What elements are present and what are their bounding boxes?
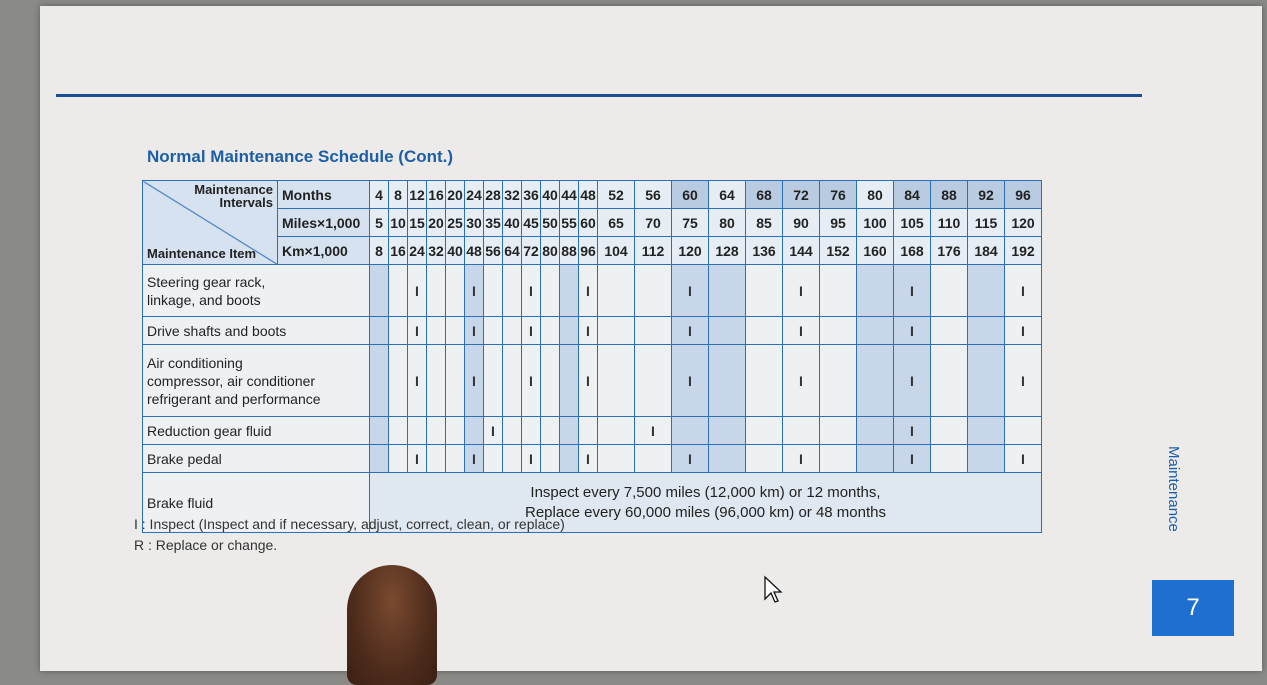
- schedule-row: [143, 445, 1042, 473]
- schedule-cell: [931, 317, 968, 345]
- miles-cell-115: 115: [968, 209, 1005, 237]
- schedule-cell: I: [1005, 317, 1042, 345]
- month-cell-36: 36: [522, 181, 541, 209]
- schedule-cell: [503, 265, 522, 317]
- schedule-cell: [968, 317, 1005, 345]
- schedule-cell: I: [522, 445, 541, 473]
- schedule-cell: [746, 265, 783, 317]
- schedule-cell: [579, 417, 598, 445]
- schedule-cell: [389, 445, 408, 473]
- schedule-cell: [931, 345, 968, 417]
- schedule-cell: I: [408, 445, 427, 473]
- row-label: Drive shafts and boots: [143, 317, 370, 345]
- km-cell-72: 72: [522, 237, 541, 265]
- month-cell-52: 52: [598, 181, 635, 209]
- miles-cell-15: 15: [408, 209, 427, 237]
- miles-cell-65: 65: [598, 209, 635, 237]
- schedule-cell: [598, 417, 635, 445]
- miles-cell-35: 35: [484, 209, 503, 237]
- schedule-cell: [931, 265, 968, 317]
- schedule-cell: [598, 345, 635, 417]
- schedule-cell: [968, 345, 1005, 417]
- km-cell-8: 8: [370, 237, 389, 265]
- miles-cell-60: 60: [579, 209, 598, 237]
- month-cell-28: 28: [484, 181, 503, 209]
- schedule-cell: [541, 265, 560, 317]
- schedule-cell: [560, 417, 579, 445]
- schedule-cell: [541, 445, 560, 473]
- schedule-cell: [484, 445, 503, 473]
- miles-label: Miles×1,000: [278, 209, 370, 237]
- miles-cell-20: 20: [427, 209, 446, 237]
- km-cell-144: 144: [783, 237, 820, 265]
- month-cell-60: 60: [672, 181, 709, 209]
- maintenance-table: [142, 180, 1042, 533]
- legend-replace: R : Replace or change.: [134, 537, 278, 553]
- schedule-cell: I: [672, 265, 709, 317]
- schedule-cell: I: [894, 265, 931, 317]
- schedule-cell: [389, 345, 408, 417]
- miles-cell-10: 10: [389, 209, 408, 237]
- month-cell-72: 72: [783, 181, 820, 209]
- schedule-cell: I: [579, 445, 598, 473]
- schedule-cell: [857, 317, 894, 345]
- schedule-cell: I: [465, 265, 484, 317]
- schedule-cell: [598, 445, 635, 473]
- schedule-cell: [783, 417, 820, 445]
- miles-cell-5: 5: [370, 209, 389, 237]
- km-cell-96: 96: [579, 237, 598, 265]
- row-label: Brake fluid: [143, 473, 370, 533]
- schedule-cell: [968, 417, 1005, 445]
- row-label: Steering gear rack, linkage, and boots: [143, 265, 370, 317]
- schedule-cell: I: [1005, 265, 1042, 317]
- months-row: [143, 181, 1042, 209]
- row-label: Brake pedal: [143, 445, 370, 473]
- schedule-cell: [709, 265, 746, 317]
- month-cell-84: 84: [894, 181, 931, 209]
- item-label: Maintenance Item: [147, 246, 257, 261]
- mouse-cursor-icon: [763, 575, 783, 605]
- schedule-cell: [709, 417, 746, 445]
- schedule-cell: [484, 345, 503, 417]
- schedule-cell: [635, 265, 672, 317]
- schedule-cell: [820, 265, 857, 317]
- schedule-cell: [709, 317, 746, 345]
- schedule-cell: [427, 265, 446, 317]
- month-cell-88: 88: [931, 181, 968, 209]
- month-cell-96: 96: [1005, 181, 1042, 209]
- month-cell-24: 24: [465, 181, 484, 209]
- km-cell-120: 120: [672, 237, 709, 265]
- schedule-cell: [820, 445, 857, 473]
- schedule-cell: I: [783, 345, 820, 417]
- miles-cell-40: 40: [503, 209, 522, 237]
- schedule-cell: [427, 445, 446, 473]
- schedule-cell: [746, 445, 783, 473]
- note-line-1: Inspect every 7,500 miles (12,000 km) or 12 months,: [530, 483, 881, 501]
- header-rule: [56, 94, 1142, 97]
- schedule-cell: I: [465, 317, 484, 345]
- schedule-cell: [635, 445, 672, 473]
- schedule-cell: [857, 417, 894, 445]
- schedule-row: [143, 265, 1042, 317]
- header-corner-cell: [143, 181, 278, 265]
- page-number: 7: [1152, 580, 1234, 636]
- schedule-cell: [389, 265, 408, 317]
- schedule-cell: [427, 417, 446, 445]
- schedule-cell: [389, 317, 408, 345]
- schedule-cell: [427, 317, 446, 345]
- schedule-cell: I: [894, 345, 931, 417]
- note-line-2: Replace every 60,000 miles (96,000 km) or 48 months: [524, 503, 886, 521]
- schedule-cell: [503, 345, 522, 417]
- schedule-cell: I: [522, 317, 541, 345]
- schedule-cell: I: [408, 265, 427, 317]
- schedule-cell: [446, 317, 465, 345]
- schedule-cell: [446, 445, 465, 473]
- page-title: Normal Maintenance Schedule (Cont.): [147, 147, 454, 166]
- schedule-cell: I: [894, 417, 931, 445]
- month-cell-56: 56: [635, 181, 672, 209]
- month-cell-12: 12: [408, 181, 427, 209]
- month-cell-92: 92: [968, 181, 1005, 209]
- miles-cell-70: 70: [635, 209, 672, 237]
- schedule-cell: [484, 265, 503, 317]
- schedule-cell: I: [484, 417, 503, 445]
- miles-cell-120: 120: [1005, 209, 1042, 237]
- months-label: Months: [278, 181, 370, 209]
- schedule-cell: I: [635, 417, 672, 445]
- km-cell-168: 168: [894, 237, 931, 265]
- row-label: Reduction gear fluid: [143, 417, 370, 445]
- km-cell-24: 24: [408, 237, 427, 265]
- schedule-cell: [370, 317, 389, 345]
- km-cell-48: 48: [465, 237, 484, 265]
- schedule-cell: [672, 417, 709, 445]
- schedule-cell: [370, 445, 389, 473]
- schedule-cell: [446, 345, 465, 417]
- miles-cell-100: 100: [857, 209, 894, 237]
- schedule-cell: I: [522, 345, 541, 417]
- schedule-cell: [370, 265, 389, 317]
- schedule-cell: I: [465, 445, 484, 473]
- side-tab-maintenance: Maintenance: [1165, 446, 1182, 532]
- schedule-cell: [370, 417, 389, 445]
- schedule-cell: I: [783, 265, 820, 317]
- month-cell-80: 80: [857, 181, 894, 209]
- miles-cell-85: 85: [746, 209, 783, 237]
- km-cell-160: 160: [857, 237, 894, 265]
- km-cell-152: 152: [820, 237, 857, 265]
- schedule-cell: I: [894, 317, 931, 345]
- schedule-cell: [746, 317, 783, 345]
- schedule-cell: [709, 445, 746, 473]
- schedule-cell: [931, 445, 968, 473]
- miles-cell-50: 50: [541, 209, 560, 237]
- schedule-cell: I: [579, 317, 598, 345]
- schedule-row: [143, 345, 1042, 417]
- schedule-cell: [635, 317, 672, 345]
- schedule-cell: [709, 345, 746, 417]
- schedule-cell: [746, 417, 783, 445]
- schedule-cell: [560, 345, 579, 417]
- km-cell-192: 192: [1005, 237, 1042, 265]
- month-cell-32: 32: [503, 181, 522, 209]
- schedule-row: [143, 417, 1042, 445]
- month-cell-64: 64: [709, 181, 746, 209]
- km-cell-136: 136: [746, 237, 783, 265]
- km-cell-176: 176: [931, 237, 968, 265]
- schedule-cell: [446, 417, 465, 445]
- schedule-cell: I: [1005, 445, 1042, 473]
- schedule-cell: I: [579, 345, 598, 417]
- miles-cell-105: 105: [894, 209, 931, 237]
- schedule-cell: I: [894, 445, 931, 473]
- month-cell-8: 8: [389, 181, 408, 209]
- schedule-cell: I: [1005, 345, 1042, 417]
- km-cell-112: 112: [635, 237, 672, 265]
- km-cell-64: 64: [503, 237, 522, 265]
- intervals-label: Maintenance Intervals: [194, 182, 273, 210]
- schedule-cell: [857, 345, 894, 417]
- miles-cell-75: 75: [672, 209, 709, 237]
- month-cell-4: 4: [370, 181, 389, 209]
- schedule-cell: [746, 345, 783, 417]
- row-label: Air conditioning compressor, air conditioner refrigerant and performance: [143, 345, 370, 417]
- schedule-cell: [968, 445, 1005, 473]
- schedule-cell: [820, 417, 857, 445]
- schedule-cell: [598, 265, 635, 317]
- miles-cell-110: 110: [931, 209, 968, 237]
- schedule-cell: [560, 265, 579, 317]
- manual-page: [40, 6, 1262, 671]
- schedule-cell: [503, 445, 522, 473]
- miles-cell-25: 25: [446, 209, 465, 237]
- schedule-cell: I: [465, 345, 484, 417]
- schedule-cell: [408, 417, 427, 445]
- schedule-cell: [503, 417, 522, 445]
- km-cell-80: 80: [541, 237, 560, 265]
- schedule-cell: I: [783, 317, 820, 345]
- schedule-cell: [598, 317, 635, 345]
- month-cell-76: 76: [820, 181, 857, 209]
- schedule-cell: [931, 417, 968, 445]
- miles-cell-45: 45: [522, 209, 541, 237]
- miles-cell-80: 80: [709, 209, 746, 237]
- schedule-cell: [503, 317, 522, 345]
- month-cell-40: 40: [541, 181, 560, 209]
- schedule-cell: [635, 345, 672, 417]
- schedule-cell: I: [672, 445, 709, 473]
- schedule-cell: [857, 265, 894, 317]
- schedule-cell: [857, 445, 894, 473]
- km-label: Km×1,000: [278, 237, 370, 265]
- schedule-cell: [446, 265, 465, 317]
- schedule-row: [143, 317, 1042, 345]
- km-cell-88: 88: [560, 237, 579, 265]
- schedule-cell: [560, 445, 579, 473]
- month-cell-16: 16: [427, 181, 446, 209]
- km-cell-16: 16: [389, 237, 408, 265]
- schedule-cell: I: [672, 345, 709, 417]
- schedule-cell: [389, 417, 408, 445]
- schedule-cell: [484, 317, 503, 345]
- km-cell-128: 128: [709, 237, 746, 265]
- month-cell-48: 48: [579, 181, 598, 209]
- schedule-cell: I: [783, 445, 820, 473]
- schedule-cell: I: [579, 265, 598, 317]
- km-cell-56: 56: [484, 237, 503, 265]
- schedule-cell: [968, 265, 1005, 317]
- schedule-cell: [541, 317, 560, 345]
- legend: [134, 514, 565, 556]
- km-cell-104: 104: [598, 237, 635, 265]
- month-cell-20: 20: [446, 181, 465, 209]
- km-cell-40: 40: [446, 237, 465, 265]
- miles-cell-95: 95: [820, 209, 857, 237]
- schedule-cell: [522, 417, 541, 445]
- legend-inspect: I : Inspect (Inspect and if necessary, adjust, correct, clean, or replace): [134, 516, 565, 532]
- schedule-cell: [370, 345, 389, 417]
- schedule-cell: [560, 317, 579, 345]
- schedule-cell: I: [408, 317, 427, 345]
- schedule-cell: I: [672, 317, 709, 345]
- schedule-cell: I: [408, 345, 427, 417]
- schedule-cell: [465, 417, 484, 445]
- schedule-cell: [541, 345, 560, 417]
- finger: [347, 565, 437, 685]
- schedule-cell: [820, 345, 857, 417]
- schedule-cell: [541, 417, 560, 445]
- km-cell-184: 184: [968, 237, 1005, 265]
- schedule-cell: [1005, 417, 1042, 445]
- schedule-cell: I: [522, 265, 541, 317]
- schedule-cell: [820, 317, 857, 345]
- miles-cell-90: 90: [783, 209, 820, 237]
- km-cell-32: 32: [427, 237, 446, 265]
- schedule-cell: [427, 345, 446, 417]
- month-cell-44: 44: [560, 181, 579, 209]
- miles-cell-30: 30: [465, 209, 484, 237]
- month-cell-68: 68: [746, 181, 783, 209]
- miles-cell-55: 55: [560, 209, 579, 237]
